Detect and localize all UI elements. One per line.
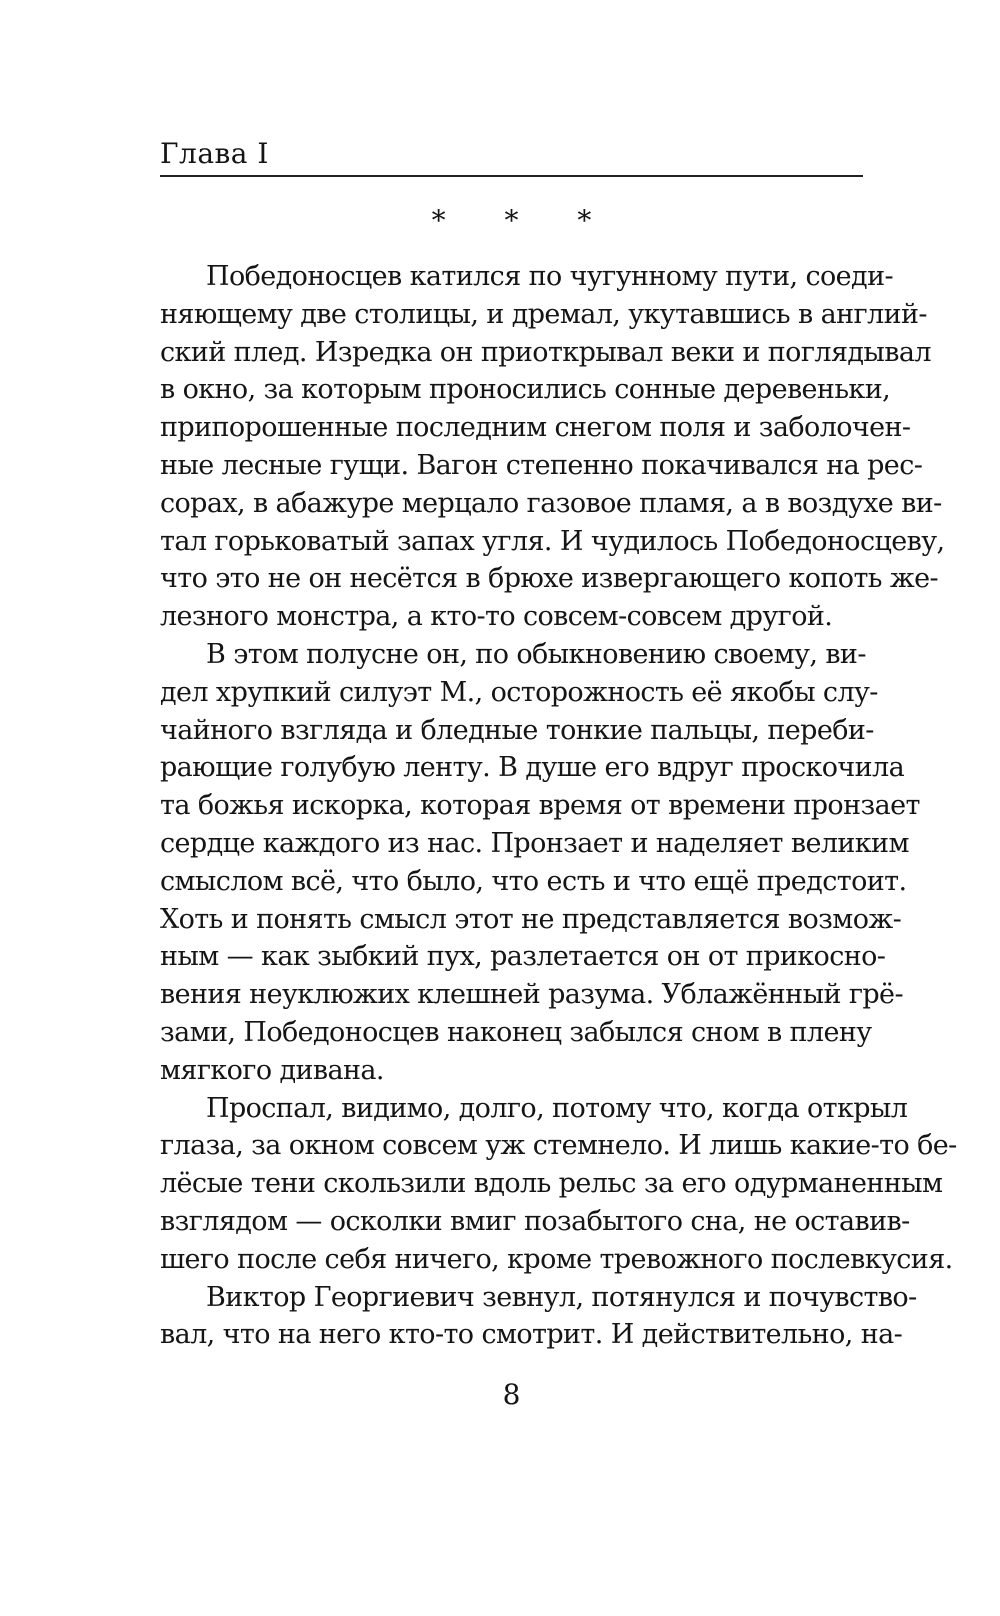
page-number: 8 bbox=[502, 1378, 521, 1411]
text-line: рающие голубую ленту. В душе его вдруг проскочила bbox=[160, 752, 905, 784]
text-line: Хоть и понять смысл этот не представляется возмож- bbox=[160, 903, 902, 935]
section-break-star: * bbox=[431, 204, 446, 237]
text-line: та божья искорка, которая время от времени пронзает bbox=[160, 790, 920, 822]
text-line: В этом полусне он, по обыкновению своему, ви- bbox=[206, 638, 866, 670]
text-line: Виктор Георгиевич зевнул, потянулся и почувство- bbox=[206, 1281, 917, 1313]
text-line: что это не он несётся в брюхе извергающего копоть же- bbox=[160, 563, 939, 595]
text-line: ные лесные гущи. Вагон степенно покачивался на рес- bbox=[160, 449, 923, 481]
text-line: дел хрупкий силуэт М., осторожность её якобы слу- bbox=[160, 676, 878, 708]
text-line: смыслом всё, что было, что есть и что ещё предстоит. bbox=[160, 865, 907, 897]
text-line: глаза, за окном совсем уж стемнело. И лишь какие-то бе- bbox=[160, 1130, 957, 1162]
text-line: Победоносцев катился по чугунному пути, соеди- bbox=[206, 261, 894, 292]
text-line: взглядом — осколки вмиг позабытого сна, не оставив- bbox=[160, 1205, 910, 1237]
text-line: вения неуклюжих клешней разума. Ублажённый грё- bbox=[160, 979, 903, 1011]
text-line: тал горьковатый запах угля. И чудилось Победоносцеву, bbox=[160, 525, 945, 557]
text-line: сорах, в абажуре мерцало газовое пламя, а в воздухе ви- bbox=[160, 487, 942, 519]
text-line: чайного взгляда и бледные тонкие пальцы, переби- bbox=[160, 714, 874, 746]
running-head: Глава I bbox=[160, 137, 269, 170]
text-line: зами, Победоносцев наконец забылся сном в плену bbox=[160, 1016, 872, 1048]
text-line: лёсые тени скользили вдоль рельс за его одурманенным bbox=[160, 1168, 943, 1200]
text-line: припорошенные последним снегом поля и заболочен- bbox=[160, 412, 911, 444]
text-line: мягкого дивана. bbox=[160, 1054, 384, 1086]
text-line: Проспал, видимо, долго, потому что, когда открыл bbox=[206, 1092, 908, 1124]
text-line: сердце каждого из нас. Пронзает и наделяет великим bbox=[160, 827, 909, 859]
section-break-star: * bbox=[577, 204, 592, 237]
text-line: ным — как зыбкий пух, разлетается он от прикосно- bbox=[160, 941, 886, 973]
text-line: в окно, за которым проносились сонные деревеньки, bbox=[160, 374, 891, 406]
text-line: няющему две столицы, и дремал, укутавшись в англий- bbox=[160, 298, 927, 330]
header-rule bbox=[160, 175, 863, 177]
section-break bbox=[160, 205, 863, 237]
body-text bbox=[160, 258, 957, 1354]
text-line: вал, что на него кто-то смотрит. И действительно, на- bbox=[160, 1319, 903, 1351]
section-break-star: * bbox=[504, 204, 519, 237]
text-line: лезного монстра, а кто-то совсем-совсем другой. bbox=[160, 601, 833, 633]
text-line: ский плед. Изредка он приоткрывал веки и поглядывал bbox=[160, 336, 931, 368]
text-line: шего после себя ничего, кроме тревожного послевкусия. bbox=[160, 1243, 953, 1275]
